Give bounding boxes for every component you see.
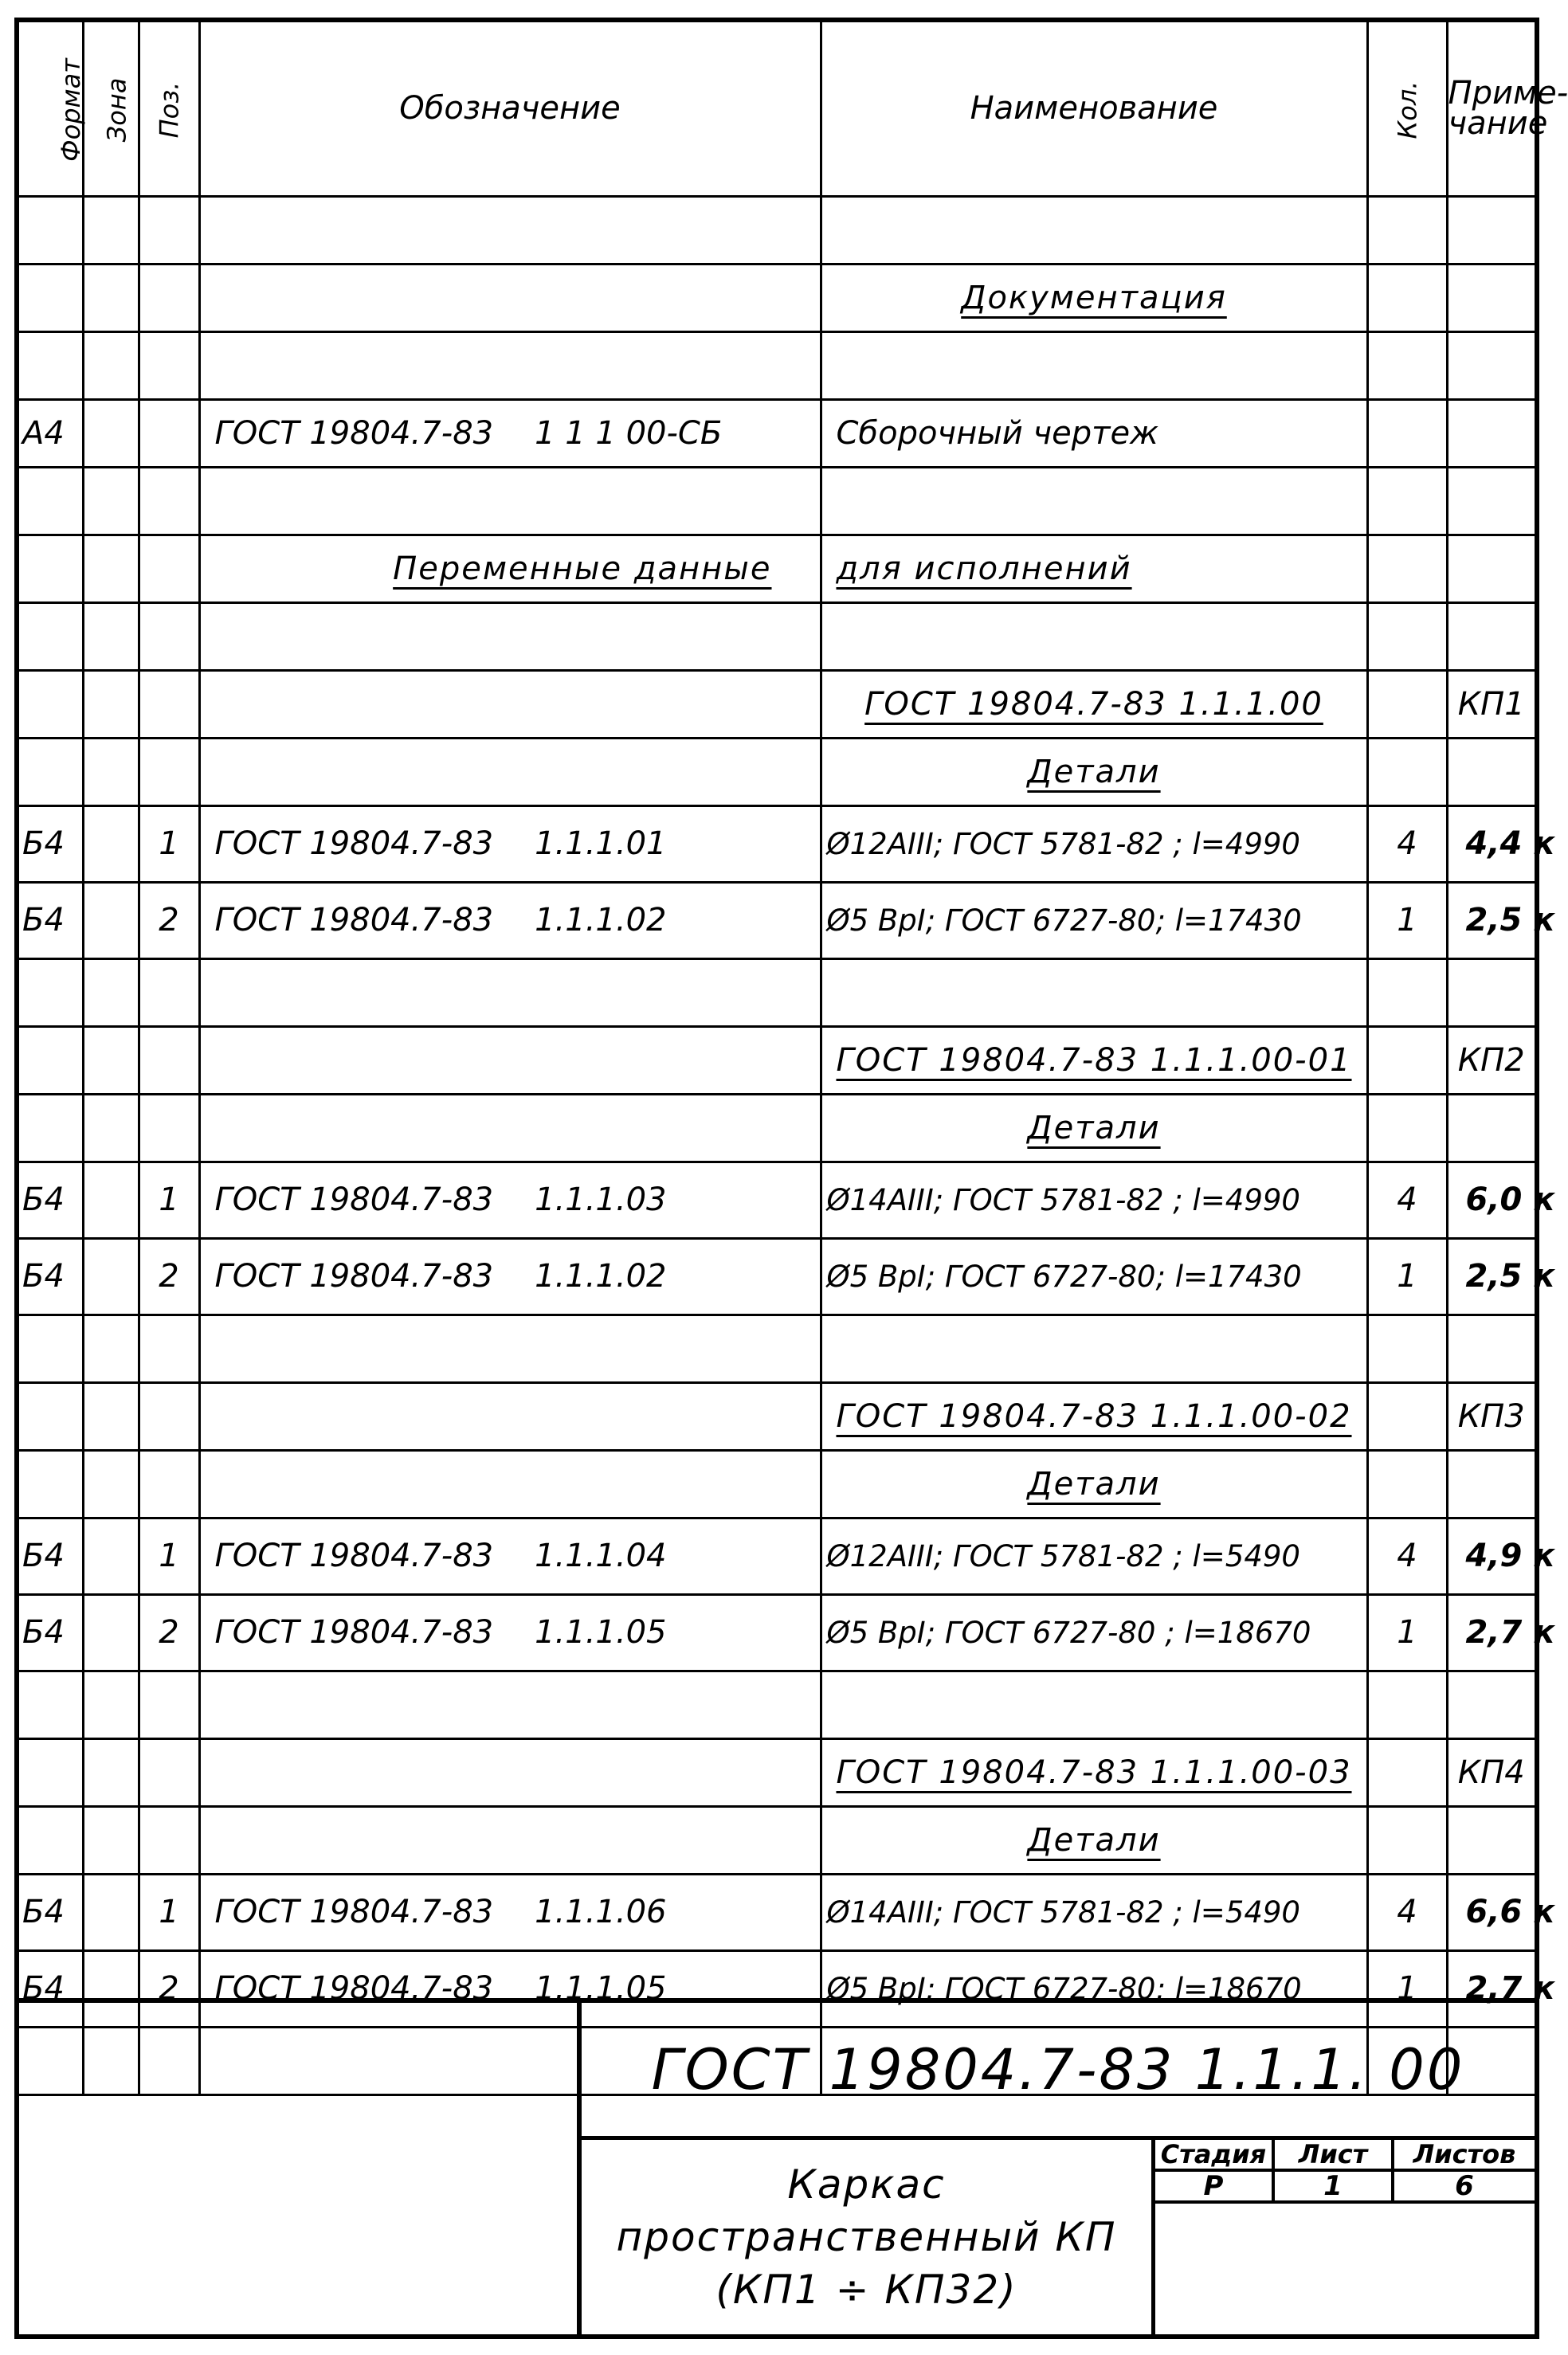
section-documentation-row <box>19 264 1535 331</box>
section-variable-data-row <box>19 535 1535 602</box>
row-designation-std: ГОСТ 19804.7-83 <box>214 1258 494 1295</box>
row-name: Сборочный чертеж <box>821 399 1367 467</box>
row-format: Б4 <box>19 882 83 958</box>
specification-table <box>19 22 1568 2096</box>
table-row <box>19 805 1535 882</box>
row-qty: 4 <box>1367 805 1447 882</box>
details-heading: Детали <box>1027 1465 1161 1503</box>
row-pos: 1 <box>139 1874 199 1950</box>
details-heading-row <box>19 1094 1535 1162</box>
row-name: Ø14АIII; ГОСТ 5781-82 ; l=4990 <box>821 1162 1367 1238</box>
row-format: Б4 <box>19 1874 83 1950</box>
row-designation-code: 1.1.1.02 <box>535 902 667 938</box>
row-name: Ø5 BpI; ГОСТ 6727-80; l=18670 <box>821 1950 1367 2027</box>
variant-heading-row <box>19 1026 1535 1094</box>
row-name: Ø5 BpI; ГОСТ 6727-80 ; l=18670 <box>821 1594 1367 1671</box>
variant-code: ГОСТ 19804.7-83 1.1.1.00-01 <box>836 1041 1352 1079</box>
row-pos: 2 <box>139 1950 199 2027</box>
document-code: ГОСТ 19804.7-83 1.1.1. 00 <box>582 2003 1535 2140</box>
variant-note: КП2 <box>1447 1026 1535 1094</box>
header-qty: Кол. <box>1367 22 1447 196</box>
row-format: Б4 <box>19 1594 83 1671</box>
row-format: Б4 <box>19 1518 83 1594</box>
row-mass: 2,5 к <box>1447 882 1535 958</box>
row-designation-std: ГОСТ 19804.7-83 <box>214 1614 494 1651</box>
product-name-line1: Каркас <box>787 2161 946 2208</box>
row-pos: 2 <box>139 882 199 958</box>
row-format: Б4 <box>19 805 83 882</box>
row-pos: 1 <box>139 1518 199 1594</box>
details-heading-row <box>19 738 1535 805</box>
table-row <box>19 882 1535 958</box>
row-name: Ø14АIII; ГОСТ 5781-82 ; l=5490 <box>821 1874 1367 1950</box>
table-row-empty <box>19 1315 1535 1382</box>
sheet-value: 1 <box>1275 2172 1394 2204</box>
row-name: Ø12АIII; ГОСТ 5781-82 ; l=5490 <box>821 1518 1367 1594</box>
row-qty: 4 <box>1367 1874 1447 1950</box>
row-mass: 6,0 к <box>1447 1162 1535 1238</box>
sheets-label: Листов <box>1394 2140 1535 2172</box>
table-row-empty <box>19 958 1535 1026</box>
product-name-line3: (КП1 ÷ КП32) <box>715 2267 1017 2313</box>
row-name: Ø5 BpI; ГОСТ 6727-80; l=17430 <box>821 1238 1367 1315</box>
variable-heading-right: для исполнений <box>836 550 1132 587</box>
table-row <box>19 1238 1535 1315</box>
details-heading: Детали <box>1027 1821 1161 1859</box>
sheets-value: 6 <box>1394 2172 1535 2204</box>
variant-code: ГОСТ 19804.7-83 1.1.1.00-02 <box>836 1397 1352 1435</box>
row-qty: 4 <box>1367 1518 1447 1594</box>
title-block <box>19 1998 1535 2334</box>
documentation-item-row <box>19 399 1535 467</box>
variant-heading-row <box>19 1382 1535 1450</box>
row-mass: 6,6 к <box>1447 1874 1535 1950</box>
row-designation-code: 1.1.1.05 <box>535 1614 667 1651</box>
table-row-empty <box>19 196 1535 264</box>
row-mass: 2,5 к <box>1447 1238 1535 1315</box>
row-qty: 1 <box>1367 882 1447 958</box>
table-row <box>19 1874 1535 1950</box>
row-designation-std: ГОСТ 19804.7-83 <box>214 1970 494 2007</box>
title-block-main <box>577 2003 1535 2334</box>
row-designation-code: 1.1.1.01 <box>535 825 667 862</box>
header-format: Формат <box>19 22 83 196</box>
row-format: Б4 <box>19 1162 83 1238</box>
row-designation-code: 1.1.1.04 <box>535 1538 667 1574</box>
row-pos: 2 <box>139 1594 199 1671</box>
table-row-empty <box>19 602 1535 670</box>
row-pos: 1 <box>139 1162 199 1238</box>
row-designation-code: 1 1 1 00-СБ <box>535 414 723 452</box>
row-designation-code: 1.1.1.02 <box>535 1258 667 1295</box>
row-format: А4 <box>19 399 83 467</box>
documentation-heading: Документация <box>961 279 1227 316</box>
variant-note: КП4 <box>1447 1738 1535 1806</box>
row-qty: 1 <box>1367 1594 1447 1671</box>
table-row <box>19 1594 1535 1671</box>
row-name: Ø12АIII; ГОСТ 5781-82 ; l=4990 <box>821 805 1367 882</box>
row-designation-code: 1.1.1.03 <box>535 1181 667 1218</box>
product-name-line2: пространственный КП <box>616 2214 1117 2260</box>
row-name: Ø5 BpI; ГОСТ 6727-80; l=17430 <box>821 882 1367 958</box>
header-designation: Обозначение <box>199 22 821 196</box>
row-designation-std: ГОСТ 19804.7-83 <box>214 1181 494 1218</box>
details-heading-row <box>19 1806 1535 1874</box>
table-row <box>19 1518 1535 1594</box>
header-pos: Поз. <box>139 22 199 196</box>
sheet-label: Лист <box>1275 2140 1394 2172</box>
row-qty: 1 <box>1367 1238 1447 1315</box>
table-row <box>19 1162 1535 1238</box>
variant-note: КП1 <box>1447 670 1535 738</box>
row-qty: 4 <box>1367 1162 1447 1238</box>
row-designation-std: ГОСТ 19804.7-83 <box>214 414 494 452</box>
row-designation-std: ГОСТ 19804.7-83 <box>214 1894 494 1930</box>
row-designation-std: ГОСТ 19804.7-83 <box>214 1538 494 1574</box>
stage-sheet-grid <box>1155 2140 1535 2334</box>
row-designation-code: 1.1.1.06 <box>535 1894 667 1930</box>
row-designation-std: ГОСТ 19804.7-83 <box>214 902 494 938</box>
variant-note: КП3 <box>1447 1382 1535 1450</box>
row-format: Б4 <box>19 1950 83 2027</box>
row-pos: 2 <box>139 1238 199 1315</box>
variable-heading-left: Переменные данные <box>393 550 772 587</box>
row-mass: 2,7 к <box>1447 1594 1535 1671</box>
table-row-empty <box>19 331 1535 399</box>
table-row-empty <box>19 1671 1535 1738</box>
variant-code: ГОСТ 19804.7-83 1.1.1.00-03 <box>836 1754 1352 1791</box>
header-name: Наименование <box>821 22 1367 196</box>
row-mass: 2,7 к <box>1447 1950 1535 2027</box>
row-pos: 1 <box>139 805 199 882</box>
row-designation-code: 1.1.1.05 <box>535 1970 667 2007</box>
header-note: Приме- чание <box>1447 22 1535 196</box>
specification-sheet <box>14 18 1568 2339</box>
variant-heading-row <box>19 670 1535 738</box>
variant-code: ГОСТ 19804.7-83 1.1.1.00 <box>864 685 1323 723</box>
row-mass: 4,9 к <box>1447 1518 1535 1594</box>
stage-label: Стадия <box>1155 2140 1275 2172</box>
variant-heading-row <box>19 1738 1535 1806</box>
stage-value: Р <box>1155 2172 1275 2204</box>
details-heading: Детали <box>1027 1109 1161 1146</box>
details-heading-row <box>19 1450 1535 1518</box>
row-mass: 4,4 к <box>1447 805 1535 882</box>
row-designation-std: ГОСТ 19804.7-83 <box>214 825 494 862</box>
row-format: Б4 <box>19 1238 83 1315</box>
details-heading: Детали <box>1027 753 1161 790</box>
row-qty: 1 <box>1367 1950 1447 2027</box>
table-header-row <box>19 22 1535 196</box>
header-zone: Зона <box>83 22 139 196</box>
table-row-empty <box>19 467 1535 535</box>
product-name <box>582 2140 1155 2334</box>
